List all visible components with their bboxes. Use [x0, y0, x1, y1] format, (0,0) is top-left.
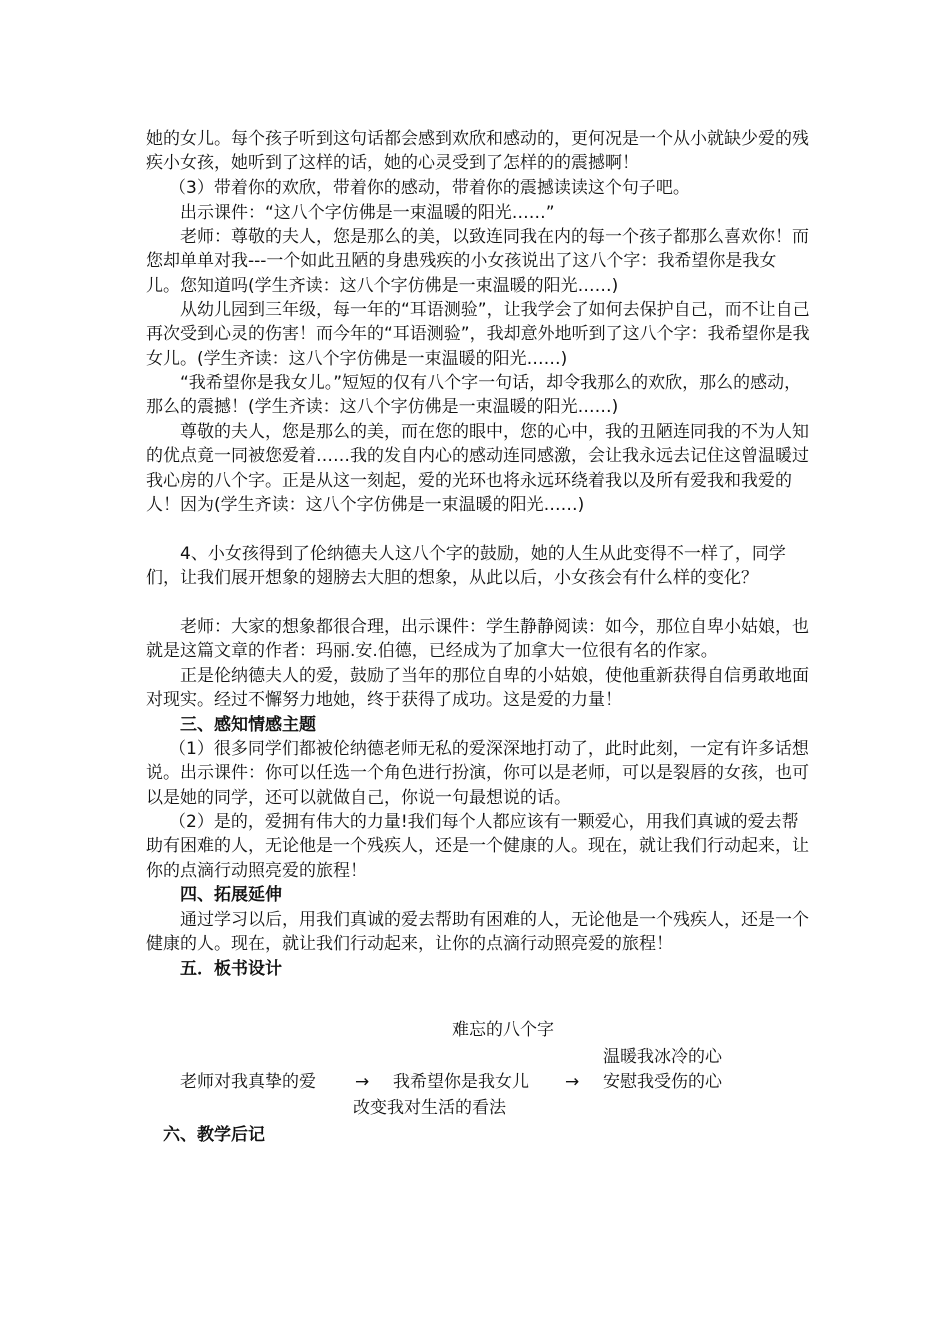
board-bottom: 改变我对生活的看法	[353, 1098, 506, 1118]
paragraph-quote: “我希望你是我女儿。”短短的仅有八个字一句话，却令我那么的欢欣，那么的感动，那么的震撼！(学生齐读：这八个字仿佛是一束温暖的阳光……)	[146, 373, 802, 418]
paragraph-step-3: （3）带着你的欢欣，带着你的感动，带着你的震撼读读这个句子吧。	[169, 178, 690, 198]
section-heading-3: 三、感知情感主题	[180, 715, 316, 735]
paragraph-love-power: 正是伦纳德夫人的爱，鼓励了当年的那位自卑的小姑娘，使他重新获得自信勇敢地面对现实。经过不懈努力地她，终于获得了成功。这是爱的力量！	[146, 666, 809, 711]
paragraph-courseware: 出示课件：“这八个字仿佛是一束温暖的阳光……”	[180, 203, 555, 223]
paragraph-respect: 尊敬的夫人，您是那么的美，而在您的眼中，您的心中，我的丑陋连同我的不为人知的优点竟一同被您爱着……我的发自内心的感动连同感激，会让我永远去记住这曾温暖过我心房的八个字。正是从这一刻起，爱的光环也将永远环绕着我以及所有爱我和我爱的人！因为(学生齐读：这八个字仿佛是一束温暖的阳光……)	[146, 422, 809, 516]
paragraph-section4: 通过学习以后，用我们真诚的爱去帮助有困难的人，无论他是一个残疾人，还是一个健康的人。现在，就让我们行动起来，让你的点滴行动照亮爱的旅程！	[146, 910, 809, 955]
section-heading-5: 五．板书设计	[180, 959, 282, 979]
paragraph-section3-2: （2）是的，爱拥有伟大的力量!我们每个人都应该有一颗爱心，用我们真诚的爱去帮助有困难的人，无论他是一个残疾人，还是一个健康的人。现在，就让我们行动起来，让你的点滴行动照亮爱的旅程！	[146, 812, 809, 881]
board-right-bottom: 安慰我受伤的心	[603, 1072, 722, 1092]
paragraph-teacher-1: 老师：尊敬的夫人，您是那么的美，以致连同我在内的每一个孩子都那么喜欢你！而您却单单对我---一个如此丑陋的身患残疾的小女孩说出了这八个字：我希望你是我女儿。您知道吗(学生齐读：这八个字仿佛是一束温暖的阳光……)	[146, 227, 809, 296]
board-arrow-icon: →	[565, 1072, 580, 1092]
paragraph-section3-1: （1）很多同学们都被伦纳德老师无私的爱深深地打动了，此时此刻，一定有许多话想说。出示课件：你可以任选一个角色进行扮演，你可以是老师，可以是裂唇的女孩，也可以是她的同学，还可以就做自己，你说一句最想说的话。	[146, 739, 809, 808]
paragraph-kindergarten: 从幼儿园到三年级，每一年的“耳语测验”，让我学会了如何去保护自己，而不让自己再次受到心灵的伤害！而今年的“耳语测验”，我却意外地听到了这八个字：我希望你是我女儿。(学生齐读：这八个字仿佛是一束温暖的阳光……)	[146, 300, 810, 369]
section-heading-4: 四、拓展延伸	[180, 885, 282, 905]
board-arrow-icon: →	[355, 1072, 370, 1092]
paragraph-step-4: 4、小女孩得到了伦纳德夫人这八个字的鼓励，她的人生从此变得不一样了，同学们，让我们展开想象的翅膀去大胆的想象，从此以后，小女孩会有什么样的变化？	[146, 544, 786, 589]
paragraph-teacher-2: 老师：大家的想象都很合理，出示课件：学生静静阅读：如今，那位自卑小姑娘，也就是这篇文章的作者：玛丽.安.伯德，已经成为了加拿大一位很有名的作家。	[146, 617, 809, 662]
board-right-top: 温暖我冰冷的心	[603, 1047, 722, 1067]
paragraph-continuation: 她的女儿。每个孩子听到这句话都会感到欢欣和感动的，更何况是一个从小就缺少爱的残疾小女孩，她听到了这样的话，她的心灵受到了怎样的的震撼啊！	[146, 129, 809, 174]
board-left: 老师对我真挚的爱	[180, 1072, 316, 1092]
section-heading-6: 六、教学后记	[163, 1125, 265, 1145]
board-title: 难忘的八个字	[452, 1020, 554, 1040]
board-middle: 我希望你是我女儿	[393, 1072, 529, 1092]
